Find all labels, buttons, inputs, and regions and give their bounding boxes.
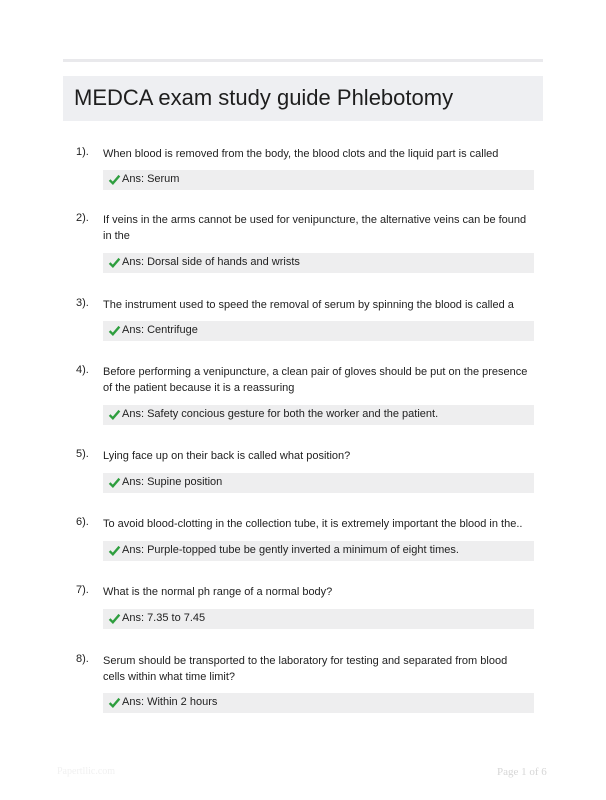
page-number: Page 1 of 6 <box>497 766 547 778</box>
checkmark-icon <box>108 612 121 625</box>
page-title: MEDCA exam study guide Phlebotomy <box>74 85 454 110</box>
question-text: When blood is removed from the body, the blood clots and the liquid part is called <box>103 148 499 160</box>
checkmark-icon <box>108 173 121 186</box>
question-text: Lying face up on their back is called what position? <box>103 450 351 462</box>
answer-box <box>103 541 534 561</box>
question-text: What is the normal ph range of a normal body? <box>103 586 333 598</box>
answer-box <box>103 693 534 713</box>
answer-box <box>103 253 534 273</box>
answer-text: Ans: Serum <box>122 173 180 185</box>
answer-text: Ans: Dorsal side of hands and wrists <box>122 256 300 268</box>
question-text: The instrument used to speed the removal of serum by spinning the blood is called a <box>103 299 514 311</box>
top-divider <box>63 59 543 62</box>
answer-text: Ans: Purple-topped tube be gently inverted a minimum of eight times. <box>122 544 459 556</box>
footer-watermark: Papertllic.com <box>57 766 116 777</box>
answer-text: Ans: Safety concious gesture for both the worker and the patient. <box>122 408 439 420</box>
answer-box <box>103 170 534 190</box>
checkmark-icon <box>108 408 121 421</box>
answer-text: Ans: 7.35 to 7.45 <box>122 612 206 624</box>
checkmark-icon <box>108 476 121 489</box>
checkmark-icon <box>108 256 121 269</box>
answer-text: Ans: Within 2 hours <box>122 696 218 708</box>
question-number: 8). <box>76 653 89 665</box>
question-number: 3). <box>76 297 89 309</box>
question-text: Before performing a venipuncture, a clean pair of gloves should be put on the presence of the patient because it is a reassuring <box>103 366 528 394</box>
question-number: 1). <box>76 146 89 158</box>
checkmark-icon <box>108 696 121 709</box>
question-number: 6). <box>76 516 89 528</box>
checkmark-icon <box>108 544 121 557</box>
question-number: 5). <box>76 448 89 460</box>
question-number: 2). <box>76 212 89 224</box>
answer-text: Ans: Supine position <box>122 476 223 488</box>
question-text: To avoid blood-clotting in the collection tube, it is extremely important the blood in the.. <box>103 518 523 530</box>
answer-text: Ans: Centrifuge <box>122 324 198 336</box>
question-number: 7). <box>76 584 89 596</box>
question-text: Serum should be transported to the laboratory for testing and separated from blood cells within what time limit? <box>103 655 508 683</box>
answer-box <box>103 473 534 493</box>
answer-box <box>103 321 534 341</box>
question-text: If veins in the arms cannot be used for venipuncture, the alternative veins can be found in the <box>103 214 527 242</box>
checkmark-icon <box>108 324 121 337</box>
answer-box <box>103 405 534 425</box>
question-number: 4). <box>76 364 89 376</box>
title-banner <box>63 76 543 121</box>
answer-box <box>103 609 534 629</box>
